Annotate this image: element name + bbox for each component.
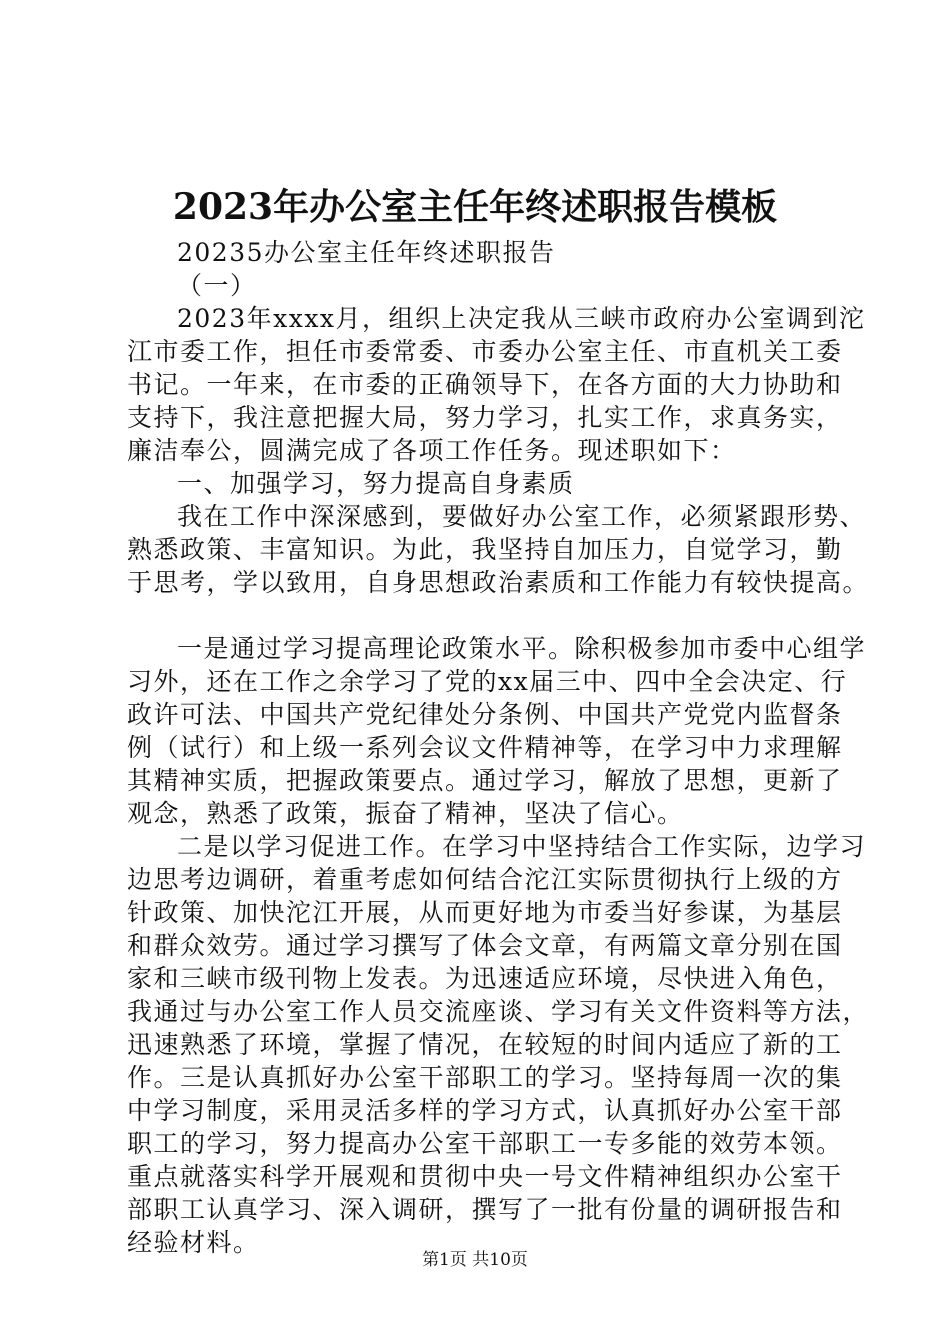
document-body — [127, 236, 870, 1259]
text-line: 我在工作中深深感到，要做好办公室工作，必须紧跟形势、 — [177, 502, 867, 531]
text-line: 于思考，学以致用，自身思想政治素质和工作能力有较快提高。 — [127, 568, 870, 597]
text-line: 廉洁奉公，圆满完成了各项工作任务。现述职如下： — [127, 436, 737, 465]
text-line: 我通过与办公室工作人员交流座谈、学习有关文件资料等方法， — [127, 997, 870, 1026]
text-line: 重点就落实科学开展观和贯彻中央一号文件精神组织办公室干 — [127, 1162, 843, 1191]
text-line: 习外，还在工作之余学习了党的xx届三中、四中全会决定、行 — [127, 667, 848, 696]
paragraph-section-marker — [127, 269, 853, 302]
text-line: 政许可法、中国共产党纪律处分条例、中国共产党党内监督条 — [127, 700, 843, 729]
text-line: 边思考边调研，着重考虑如何结合沱江实际贯彻执行上级的方 — [127, 865, 843, 894]
paragraph-theory-study — [127, 632, 867, 830]
text-line: 江市委工作，担任市委常委、市委办公室主任、市直机关工委 — [127, 337, 843, 366]
document-title: 2023年办公室主任年终述职报告模板 — [172, 186, 778, 228]
text-line: 二是以学习促进工作。在学习中坚持结合工作实际，边学习 — [177, 832, 867, 861]
text-line: 家和三峡市级刊物上发表。为迅速适应环境，尽快进入角色， — [127, 964, 843, 993]
paragraph-study-promotes-work — [127, 830, 870, 1259]
text-line: 部职工认真学习、深入调研，撰写了一批有份量的调研报告和 — [127, 1195, 843, 1224]
text-line: 20235办公室主任年终述职报告 — [177, 238, 556, 267]
page-footer: 第1页 共10页 — [422, 1250, 528, 1270]
text-line: 书记。一年来，在市委的正确领导下，在各方面的大力协助和 — [127, 370, 843, 399]
text-line: 针政策、加快沱江开展，从而更好地为市委当好参谋，为基层 — [127, 898, 843, 927]
text-line: 一是通过学习提高理论政策水平。除积极参加市委中心组学 — [177, 634, 867, 663]
paragraph-spacer — [127, 599, 853, 632]
text-line: 职工的学习，努力提高办公室干部职工一专多能的效劳本领。 — [127, 1129, 843, 1158]
text-line: 一、加强学习，努力提高自身素质 — [177, 469, 575, 498]
paragraph-study-overview — [127, 500, 870, 599]
text-line: 熟悉政策、丰富知识。为此，我坚持自加压力，自觉学习，勤 — [127, 535, 843, 564]
text-line: 经验材料。 — [127, 1228, 260, 1257]
text-line: 其精神实质，把握政策要点。通过学习，解放了思想，更新了 — [127, 766, 843, 795]
paragraph-subtitle — [127, 236, 853, 269]
text-line: 中学习制度，采用灵活多样的学习方式，认真抓好办公室干部 — [127, 1096, 843, 1125]
paragraph-intro — [127, 302, 866, 467]
text-line: 和群众效劳。通过学习撰写了体会文章，有两篇文章分别在国 — [127, 931, 843, 960]
section-heading — [127, 467, 853, 500]
text-line: 例（试行）和上级一系列会议文件精神等，在学习中力求理解 — [127, 733, 843, 762]
text-line: 支持下，我注意把握大局，努力学习，扎实工作，求真务实， — [127, 403, 843, 432]
text-line: 观念，熟悉了政策，振奋了精神，坚决了信心。 — [127, 799, 684, 828]
text-line: 作。三是认真抓好办公室干部职工的学习。坚持每周一次的集 — [127, 1063, 843, 1092]
text-line: 2023年xxxx月，组织上决定我从三峡市政府办公室调到沱 — [177, 304, 866, 333]
text-line: （一） — [177, 271, 257, 300]
text-line: 迅速熟悉了环境，掌握了情况，在较短的时间内适应了新的工 — [127, 1030, 843, 1059]
